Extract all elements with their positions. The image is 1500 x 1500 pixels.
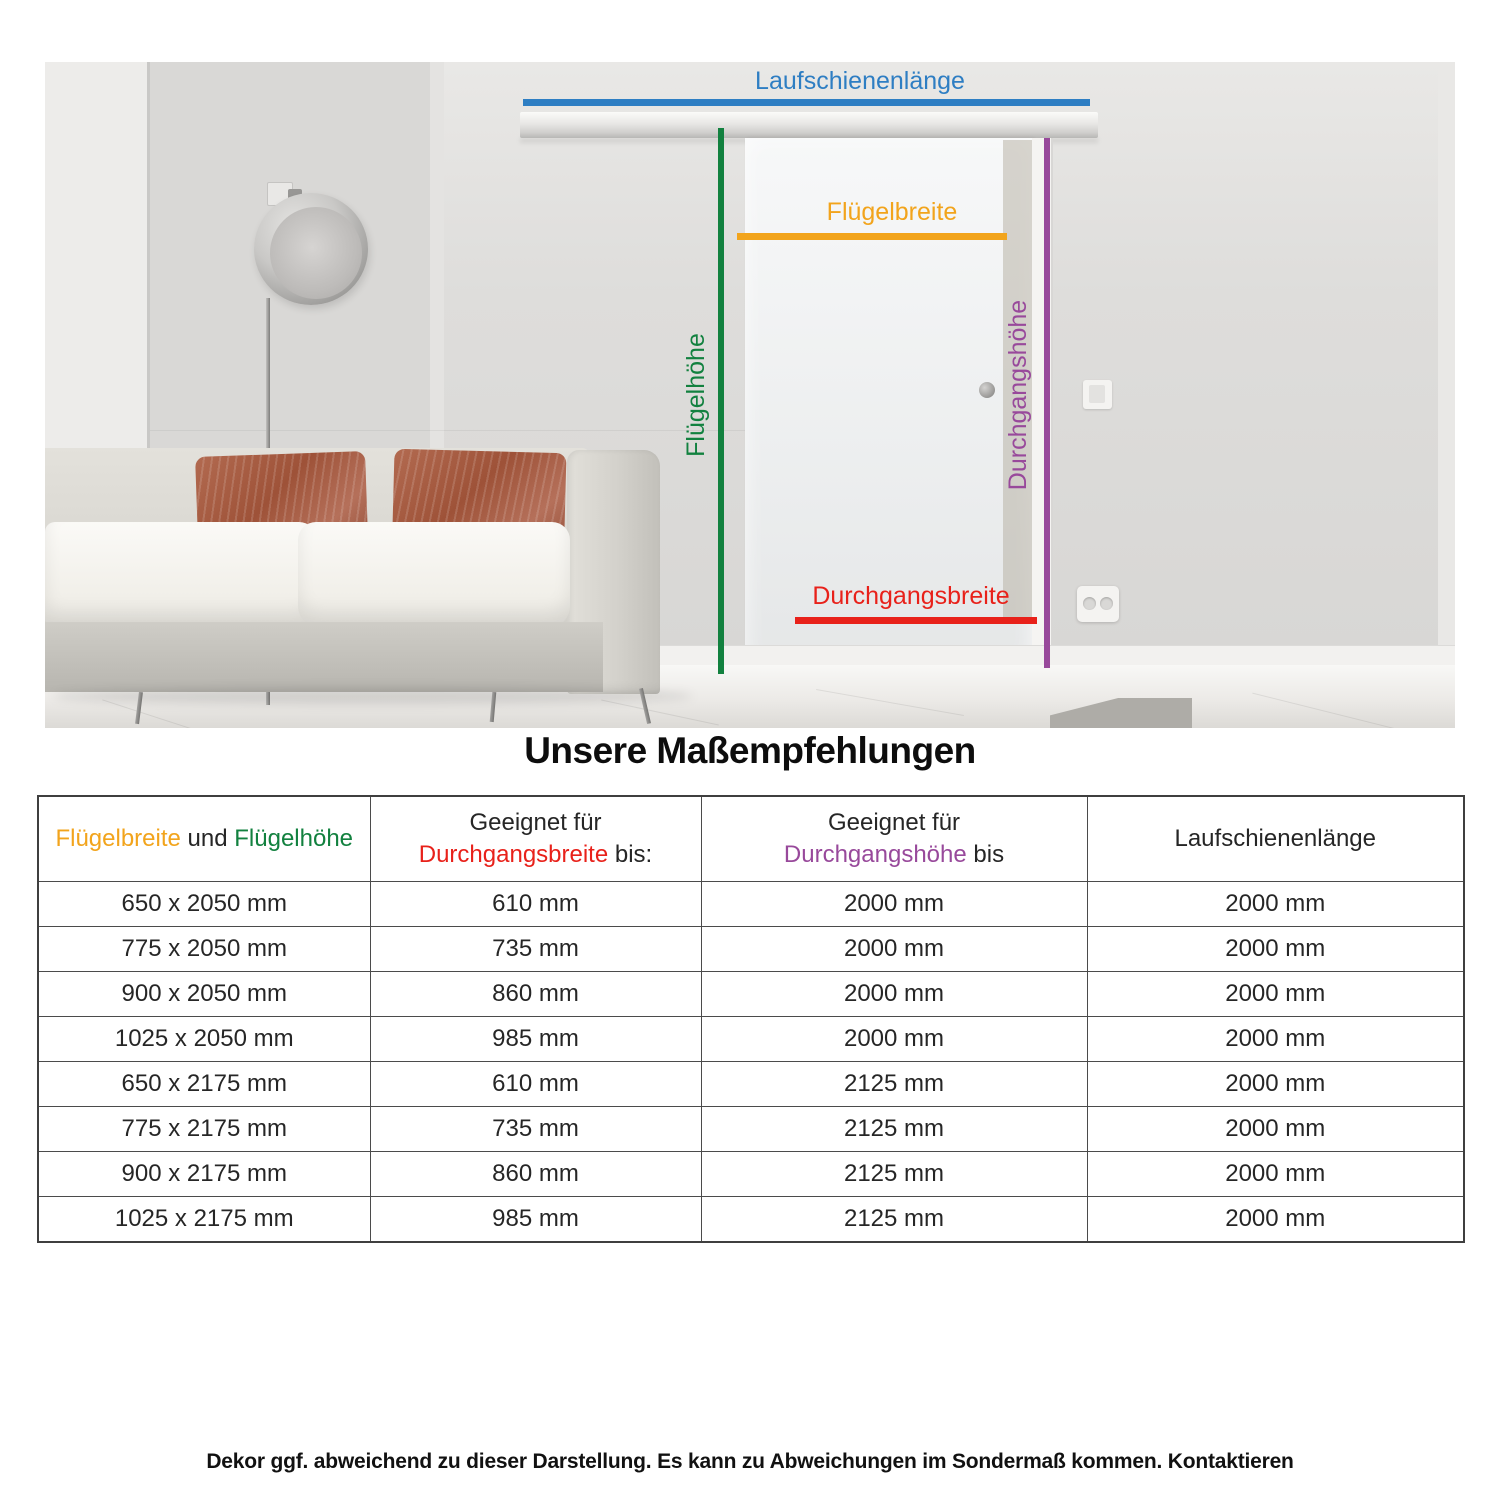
table-row bbox=[38, 927, 1464, 972]
header-passage-width bbox=[370, 796, 701, 882]
fluegelhoehe-label: Flügelhöhe bbox=[682, 333, 710, 457]
table-row bbox=[38, 1017, 1464, 1062]
wall-seam bbox=[150, 430, 745, 431]
header-durchgangsbreite: Durchgangsbreite bbox=[418, 841, 609, 868]
cell-passage-width: 860 mm bbox=[370, 972, 701, 1017]
durchgangsbreite-line bbox=[795, 617, 1037, 624]
cell-rail-length: 2000 mm bbox=[1087, 1062, 1464, 1107]
table-row bbox=[38, 972, 1464, 1017]
disclaimer-text: Dekor ggf. abweichend zu dieser Darstellung. Es kann zu Abweichungen im Sondermaß kommen. Kontaktieren bbox=[206, 1450, 1294, 1473]
cell-passage-height: 2000 mm bbox=[701, 882, 1087, 927]
sofa-shadow bbox=[53, 688, 693, 704]
cell-rail-length: 2000 mm bbox=[1087, 1107, 1464, 1152]
cell-passage-height: 2000 mm bbox=[701, 1017, 1087, 1062]
table-row bbox=[38, 1062, 1464, 1107]
measurements-table bbox=[37, 795, 1465, 1243]
cell-wing-size: 1025 x 2050 mm bbox=[38, 1017, 370, 1062]
cell-passage-width: 735 mm bbox=[370, 927, 701, 972]
cell-passage-width: 610 mm bbox=[370, 1062, 701, 1107]
cell-passage-width: 735 mm bbox=[370, 1107, 701, 1152]
header-geeignet-fuer: Geeignet für bbox=[827, 808, 961, 836]
fluegelhoehe-line bbox=[718, 128, 724, 674]
room-photo bbox=[45, 62, 1455, 728]
cell-rail-length: 2000 mm bbox=[1087, 927, 1464, 972]
cell-passage-height: 2125 mm bbox=[701, 1197, 1087, 1243]
door-handle-knob bbox=[979, 382, 995, 398]
cell-wing-size: 650 x 2050 mm bbox=[38, 882, 370, 927]
durchgangshoehe-line bbox=[1044, 138, 1050, 668]
table-row bbox=[38, 1197, 1464, 1243]
table-row bbox=[38, 882, 1464, 927]
fluegelbreite-line bbox=[737, 233, 1007, 240]
wall-right-corner bbox=[1438, 62, 1455, 663]
cell-rail-length: 2000 mm bbox=[1087, 882, 1464, 927]
sliding-door-rail bbox=[520, 112, 1098, 138]
cell-passage-height: 2125 mm bbox=[701, 1107, 1087, 1152]
cell-passage-height: 2000 mm bbox=[701, 927, 1087, 972]
laufschienenlaenge-line bbox=[523, 99, 1090, 106]
cell-rail-length: 2000 mm bbox=[1087, 972, 1464, 1017]
light-switch bbox=[1083, 380, 1112, 409]
cell-passage-height: 2125 mm bbox=[701, 1152, 1087, 1197]
floor-lamp-shade-face bbox=[270, 207, 362, 299]
header-fluegelhoehe: Flügelhöhe bbox=[234, 824, 354, 852]
cell-wing-size: 900 x 2175 mm bbox=[38, 1152, 370, 1197]
table-header-row bbox=[38, 796, 1464, 882]
header-wing-size bbox=[38, 796, 370, 882]
fluegelbreite-label: Flügelbreite bbox=[826, 198, 958, 226]
sofa-seat-cushion bbox=[298, 522, 570, 628]
cell-passage-height: 2125 mm bbox=[701, 1062, 1087, 1107]
durchgangshoehe-label: Durchgangshöhe bbox=[1004, 299, 1032, 491]
cell-rail-length: 2000 mm bbox=[1087, 1017, 1464, 1062]
header-bis: bis bbox=[973, 841, 1005, 868]
header-fluegelbreite: Flügelbreite bbox=[55, 824, 181, 852]
cell-passage-width: 985 mm bbox=[370, 1017, 701, 1062]
cell-rail-length: 2000 mm bbox=[1087, 1197, 1464, 1243]
header-passage-height bbox=[701, 796, 1087, 882]
cell-passage-width: 610 mm bbox=[370, 882, 701, 927]
cell-wing-size: 650 x 2175 mm bbox=[38, 1062, 370, 1107]
cell-passage-width: 860 mm bbox=[370, 1152, 701, 1197]
header-durchgangshoehe: Durchgangshöhe bbox=[783, 841, 967, 868]
sofa-seat-cushion bbox=[45, 522, 317, 628]
cell-wing-size: 775 x 2175 mm bbox=[38, 1107, 370, 1152]
cell-passage-width: 985 mm bbox=[370, 1197, 701, 1243]
header-laufschienenlaenge: Laufschienenlänge bbox=[1087, 796, 1464, 882]
cell-wing-size: 900 x 2050 mm bbox=[38, 972, 370, 1017]
laufschienenlaenge-label: Laufschienenlänge bbox=[755, 67, 965, 95]
header-und: und bbox=[187, 824, 228, 852]
table-row bbox=[38, 1107, 1464, 1152]
section-title: Unsere Maßempfehlungen bbox=[524, 730, 976, 771]
cell-rail-length: 2000 mm bbox=[1087, 1152, 1464, 1197]
power-socket bbox=[1077, 586, 1119, 622]
sofa-base bbox=[45, 622, 603, 692]
cell-passage-height: 2000 mm bbox=[701, 972, 1087, 1017]
table-row bbox=[38, 1152, 1464, 1197]
durchgangsbreite-label: Durchgangsbreite bbox=[812, 582, 1010, 610]
header-geeignet-fuer: Geeignet für bbox=[469, 808, 602, 836]
cell-wing-size: 775 x 2050 mm bbox=[38, 927, 370, 972]
header-bis: bis: bbox=[614, 841, 653, 868]
cell-wing-size: 1025 x 2175 mm bbox=[38, 1197, 370, 1243]
